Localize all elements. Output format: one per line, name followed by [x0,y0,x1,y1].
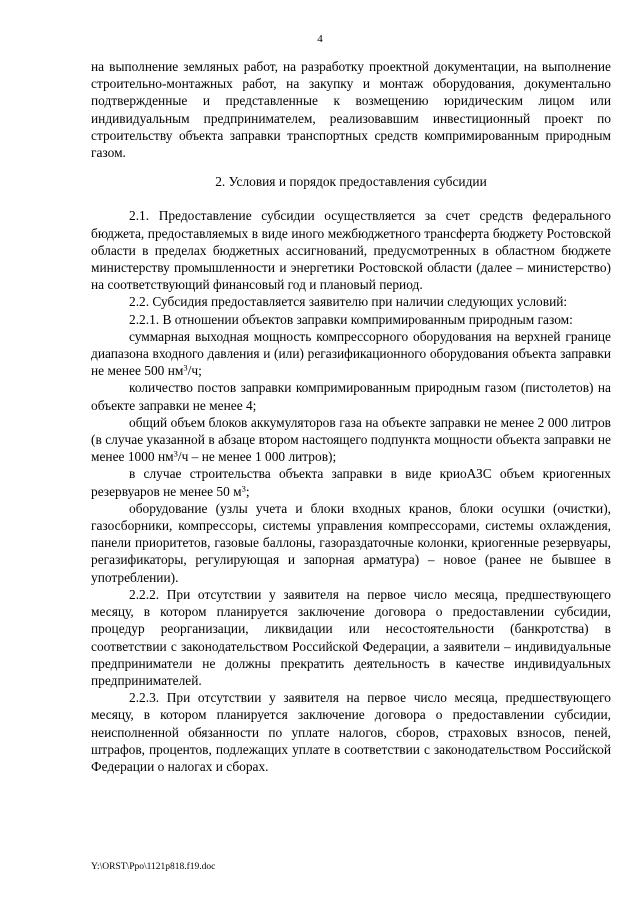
paragraph-2-1: 2.1. Предоставление субсидии осуществляется за счет средств федерального бюджета, предоставляемых в виде иного межбюджетного трансферта бюджету Ростовской области в пределах бюджетных ассигнований, предусмотренных в областном бюджете министерству промышленности и энергетики Ростовской области (далее – министерство) на соответствующий финансовый год и плановый период. [91,208,611,293]
superscript: 3 [241,483,246,493]
condition-accumulator-volume [91,414,611,466]
superscript: 3 [173,448,178,459]
superscript: 3 [183,362,188,373]
condition-fueling-posts: количество постов заправки компримированным природным газом (пистолетов) на объекте заправки не менее 4; [91,380,611,413]
condition-text: общий объем блоков аккумуляторов газа на объекте заправки не менее 2 000 литров (в случае указанной в абзаце втором настоящего подпункта мощности объекта заправки не менее 1000 нм [91,414,611,465]
condition-text: суммарная выходная мощность компрессорного оборудования на верхней границе диапазона входного давления и (или) регазификационного оборудования объекта заправки не менее 500 нм [91,328,611,379]
paragraph-2-2: 2.2. Субсидия предоставляется заявителю при наличии следующих условий: [129,294,568,310]
section-heading: 2. Условия и порядок предоставления субсидии [215,174,487,190]
condition-text-end: /ч – не менее 1 000 литров); [177,449,337,465]
condition-text: в случае строительства объекта заправки в виде криоАЗС объем криогенных резервуаров не менее 50 м [91,466,611,499]
condition-new-equipment: оборудование (узлы учета и блоки входных кранов, блоки осушки (очистки), газосборники, компрессоры, системы управления компрессорами, системы охлаждения, панели приоритетов, газовые баллоны, газораздаточные колонки, криогенные резервуары, регазификаторы, регулирующая и запорная арматура) – новое (ранее не бывшее в употреблении). [91,500,611,585]
footer-file-path: Y:\ORST\Ppo\1121p818.f19.doc [91,862,216,872]
condition-compressor-capacity [91,328,611,380]
condition-text-end: /ч; [187,363,202,379]
page-number: 4 [317,33,323,45]
paragraph-2-2-2: 2.2.2. При отсутствии у заявителя на первое число месяца, предшествующего месяцу, в котором планируется заключение договора о предоставлении субсидии, процедур реорганизации, ликвидации или несостоятельности (банкротства) в соответствии с законодательством Российской Федерации, а заявители – индивидуальные предприниматели не должны прекратить деятельность в качестве индивидуальных предпринимателей. [91,586,611,688]
paragraph-2-2-3: 2.2.3. При отсутствии у заявителя на первое число месяца, предшествующего месяцу, в котором планируется заключение договора о предоставлении субсидии, неисполненной обязанности по уплате налогов, сборов, страховых взносов, пеней, штрафов, процентов, подлежащих уплате в соответствии с законодательством Российской Федерации о налогах и сборах. [91,690,611,774]
condition-text-end: ; [245,483,250,499]
paragraph-2-2-1: 2.2.1. В отношении объектов заправки компримированным природным газом: [129,311,573,327]
condition-cryogenic-tanks [91,465,611,499]
intro-paragraph: на выполнение земляных работ, на разработку проектной документации, на выполнение строительно-монтажных работ, на закупку и монтаж оборудования, документально подтвержденные и представленные к возмещению юридическим лицом или индивидуальным предпринимателем, реализовавшим инвестиционный проект по строительству объекта заправки транспортных средств компримированным природным газом. [91,59,611,161]
document-body [91,58,611,775]
